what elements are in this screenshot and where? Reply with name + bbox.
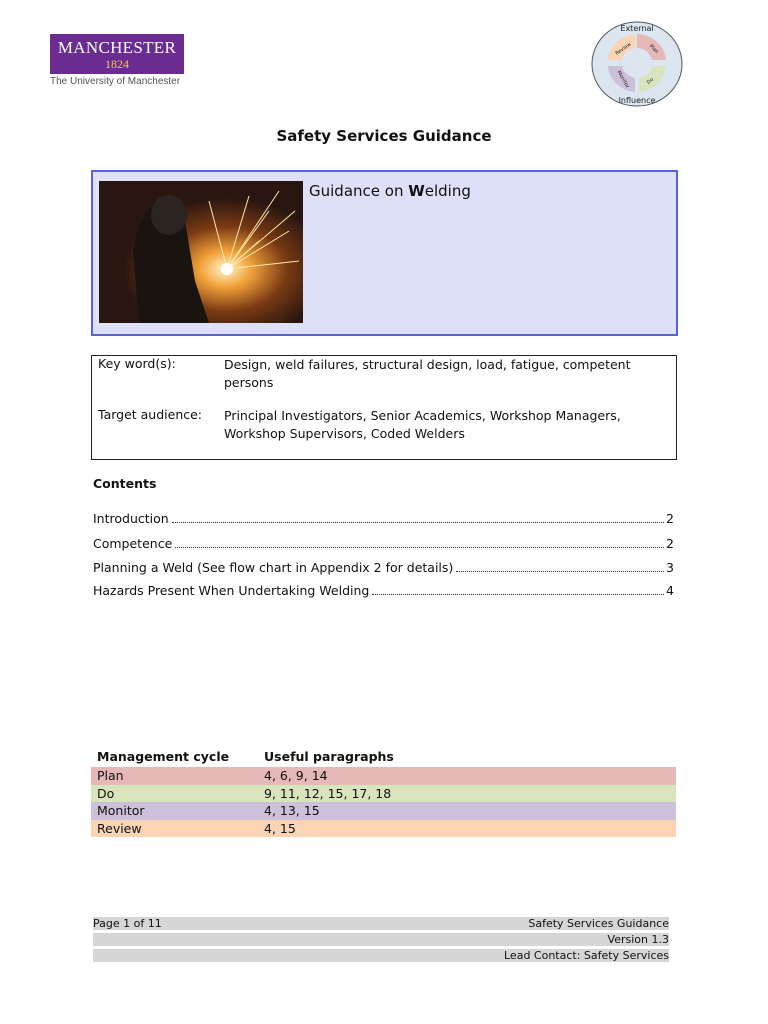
- badge-external-label: External: [620, 24, 654, 33]
- useful-paragraphs-header: Useful paragraphs: [264, 749, 394, 764]
- cycle-paragraphs: 4, 6, 9, 14: [264, 768, 328, 783]
- footer-series: Safety Services Guidance: [528, 917, 669, 930]
- cycle-stage: Plan: [97, 768, 124, 783]
- badge-do-label: Do: [645, 76, 655, 86]
- footer-row: [93, 933, 669, 946]
- cycle-stage: Review: [97, 820, 142, 836]
- document-title: Safety Services Guidance: [276, 127, 492, 145]
- keywords-table: [91, 355, 677, 460]
- logo-subtitle: The University of Manchester: [50, 76, 181, 87]
- toc-item-page: 4: [666, 583, 674, 598]
- management-cycle-badge: [590, 20, 684, 108]
- toc-item-page: 3: [666, 560, 674, 575]
- toc-item[interactable]: [93, 583, 674, 598]
- cycle-stage: Do: [97, 785, 115, 801]
- toc-item-page: 2: [666, 536, 674, 551]
- footer-row: [93, 917, 669, 930]
- cycle-row-plan: [91, 767, 676, 785]
- cycle-paragraphs: 9, 11, 12, 15, 17, 18: [264, 785, 392, 801]
- toc-item-title: Planning a Weld (See flow chart in Appendix 2 for details): [93, 560, 454, 575]
- welding-photo: [99, 181, 303, 323]
- banner-title-bold: W: [408, 182, 425, 200]
- toc-item-page: 2: [666, 511, 674, 526]
- keywords-value: Design, weld failures, structural design, load, fatigue, competent persons: [224, 357, 631, 390]
- footer-version: Version 1.3: [607, 933, 669, 946]
- footer-page-number: Page 1 of 11: [93, 917, 162, 930]
- toc-item-title: Hazards Present When Undertaking Welding: [93, 583, 370, 598]
- badge-plan-label: Plan: [647, 43, 660, 56]
- audience-value: Principal Investigators, Senior Academics, Workshop Managers, Workshop Supervisors, Coded Welders: [224, 408, 621, 441]
- contents-heading: Contents: [93, 476, 157, 491]
- banner-title: [309, 182, 471, 200]
- logo-year: 1824: [105, 57, 129, 71]
- title-banner: [91, 170, 678, 336]
- toc-item[interactable]: [93, 511, 674, 526]
- cycle-row-review: [91, 820, 676, 838]
- keywords-label: Key word(s):: [98, 356, 176, 371]
- toc-leader: [172, 521, 664, 523]
- toc-leader: [175, 546, 664, 548]
- audience-label: Target audience:: [98, 407, 203, 422]
- cycle-row-do: [91, 785, 676, 803]
- footer-contact: Lead Contact: Safety Services: [504, 949, 669, 962]
- footer-row: [93, 949, 669, 962]
- logo-name: MANCHESTER: [57, 38, 177, 57]
- badge-influence-label: Influence: [618, 96, 656, 105]
- toc-item[interactable]: [93, 560, 674, 575]
- toc-leader: [456, 570, 664, 572]
- badge-monitor-label: Monitor: [615, 69, 631, 90]
- badge-review-label: Review: [614, 41, 633, 57]
- toc-item-title: Competence: [93, 536, 173, 551]
- cycle-stage: Monitor: [97, 803, 145, 818]
- toc-leader: [372, 593, 664, 595]
- cycle-paragraphs: 4, 13, 15: [264, 803, 320, 818]
- university-logo: [50, 34, 184, 74]
- cycle-paragraphs: 4, 15: [264, 820, 296, 836]
- management-cycle-header: Management cycle: [97, 749, 230, 764]
- cycle-row-monitor: [91, 802, 676, 820]
- banner-title-pre: Guidance on: [309, 182, 409, 200]
- banner-title-post: elding: [424, 182, 471, 200]
- toc-item[interactable]: [93, 536, 674, 551]
- toc-item-title: Introduction: [93, 511, 169, 526]
